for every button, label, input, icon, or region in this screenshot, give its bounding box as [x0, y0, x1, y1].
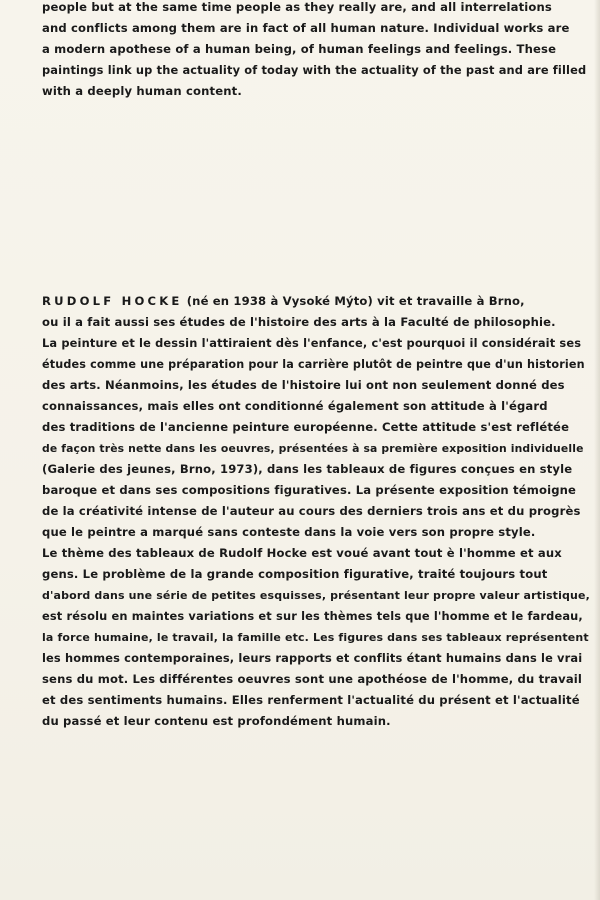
french-line: connaissances, mais elles ont conditionné également son attitude à l'égard: [42, 399, 548, 413]
french-first-line: [42, 291, 590, 312]
french-line: de façon très nette dans les oeuvres, présentées à sa première exposition individuelle: [42, 442, 584, 455]
english-line: with a deeply human content.: [42, 84, 242, 98]
french-line: études comme une préparation pour la carrière plutôt de peintre que d'un historien: [42, 358, 585, 371]
english-line: paintings link up the actuality of today with the actuality of the past and are filled: [42, 63, 587, 77]
english-text-block: [42, 0, 590, 102]
french-line: La peinture et le dessin l'attiraient dès l'enfance, c'est pourquoi il considérait ses: [42, 336, 582, 350]
english-line: a modern apothese of a human being, of human feelings and feelings. These: [42, 42, 557, 56]
french-line: de la créativité intense de l'auteur au cours des derniers trois ans et du progrès: [42, 504, 581, 518]
french-line: des traditions de l'ancienne peinture européenne. Cette attitude s'est reflétée: [42, 420, 570, 434]
french-line: les hommes contemporaines, leurs rapports et conflits étant humains dans le vrai: [42, 651, 583, 665]
french-line: que le peintre a marqué sans conteste dans la voie vers son propre style.: [42, 525, 536, 539]
french-line: gens. Le problème de la grande composition figurative, traité toujours tout: [42, 567, 548, 581]
french-text-block: [42, 291, 590, 732]
french-line: du passé et leur contenu est profondément humain.: [42, 714, 391, 728]
artist-intro: (né en 1938 à Vysoké Mýto) vit et travaille à Brno,: [182, 294, 525, 308]
french-line: sens du mot. Les différentes oeuvres sont une apothéose de l'homme, du travail: [42, 672, 583, 686]
french-line: Le thème des tableaux de Rudolf Hocke est voué avant tout è l'homme et aux: [42, 546, 562, 560]
page-edge-shadow: [594, 0, 600, 900]
english-line: people but at the same time people as they really are, and all interrelations: [42, 0, 552, 14]
french-line: baroque et dans ses compositions figuratives. La présente exposition témoigne: [42, 483, 577, 497]
french-line: d'abord dans une série de petites esquisses, présentant leur propre valeur artistique,: [42, 589, 590, 602]
french-line: la force humaine, le travail, la famille etc. Les figures dans ses tableaux représentent: [42, 631, 589, 644]
french-line: (Galerie des jeunes, Brno, 1973), dans les tableaux de figures conçues en style: [42, 462, 573, 476]
french-line: est résolu en maintes variations et sur les thèmes tels que l'homme et le fardeau,: [42, 609, 583, 623]
french-line: ou il a fait aussi ses études de l'histoire des arts à la Faculté de philosophie.: [42, 315, 556, 329]
artist-name: RUDOLF HOCKE: [42, 294, 183, 308]
french-line: et des sentiments humains. Elles renferment l'actualité du présent et l'actualité: [42, 693, 580, 707]
french-line: des arts. Néanmoins, les études de l'histoire lui ont non seulement donné des: [42, 378, 565, 392]
english-line: and conflicts among them are in fact of all human nature. Individual works are: [42, 21, 570, 35]
